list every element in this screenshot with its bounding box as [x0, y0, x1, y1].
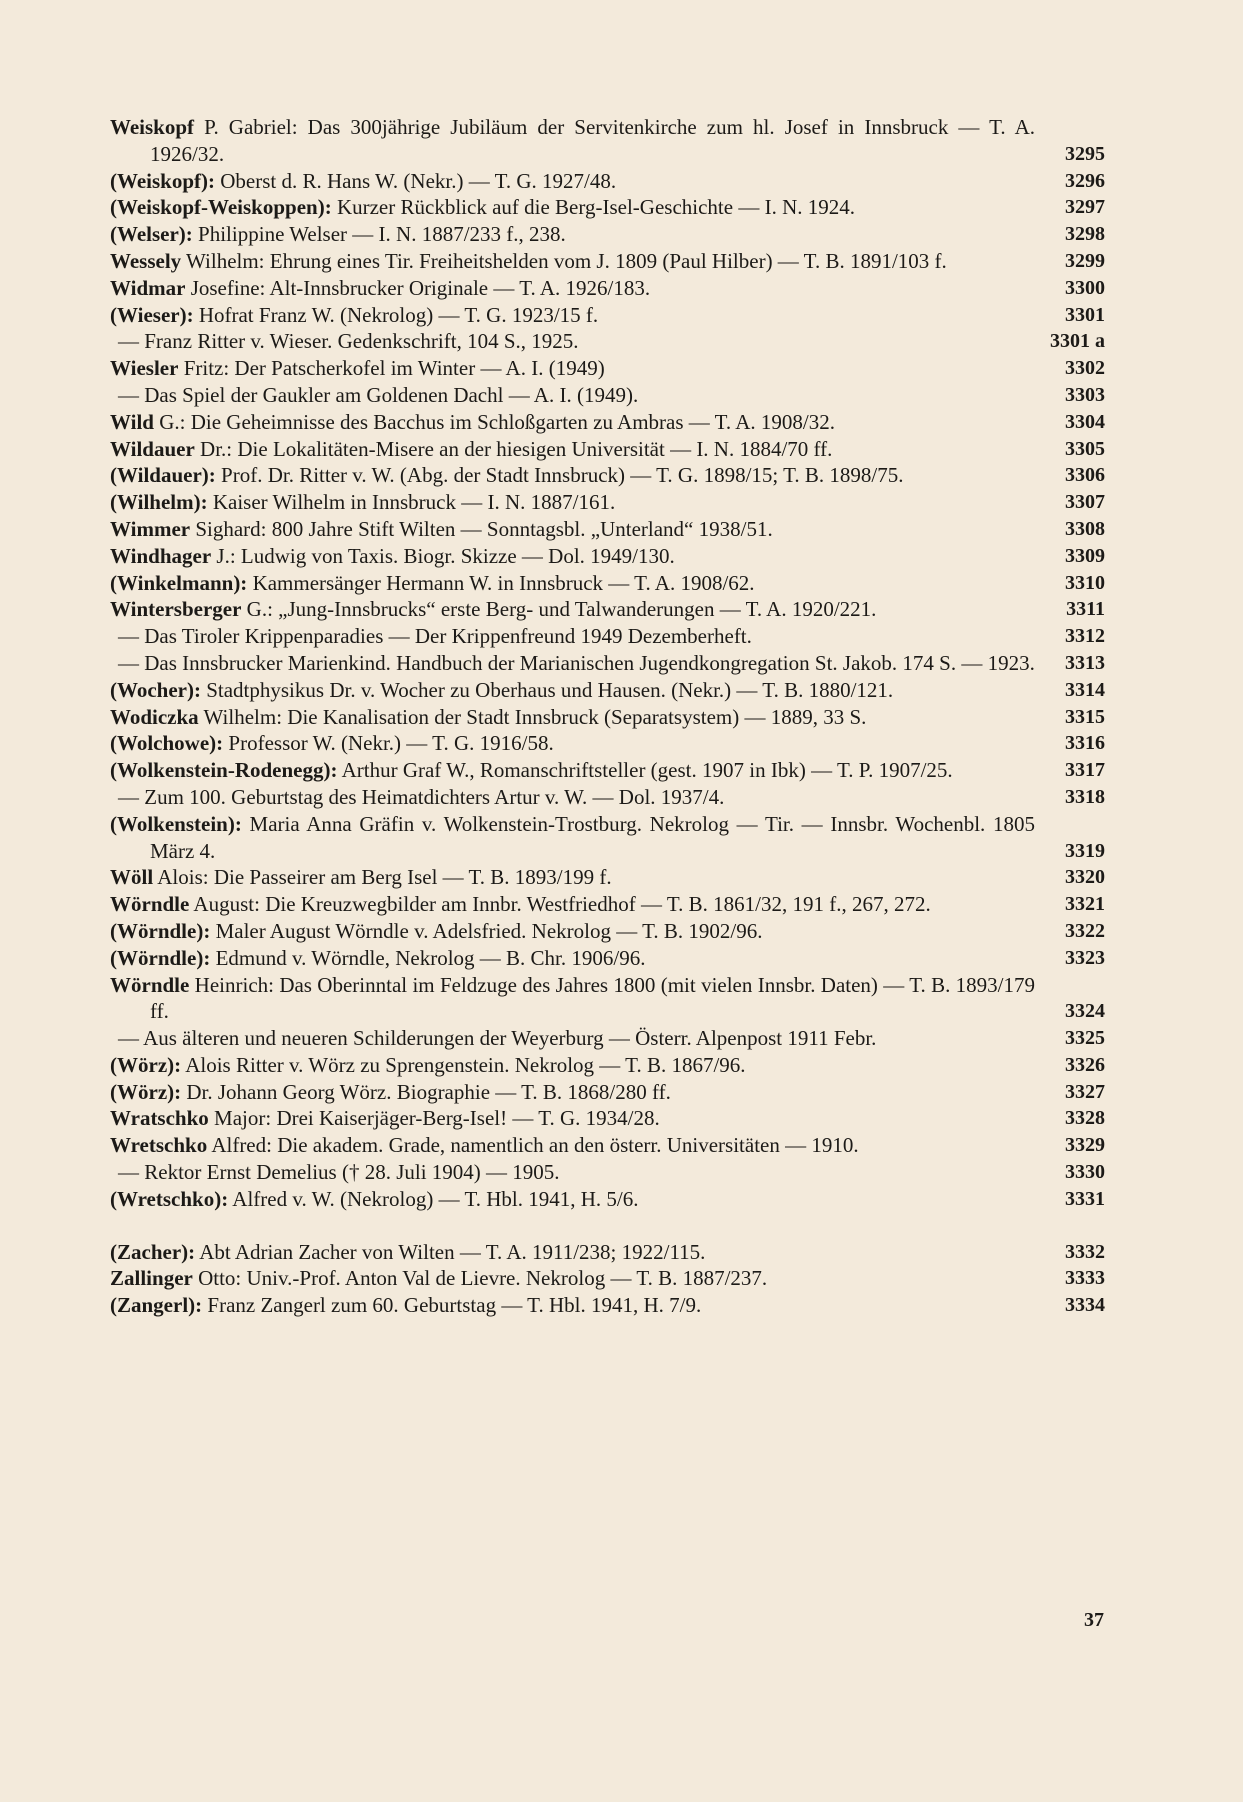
- entry-text: [110, 623, 1035, 650]
- entry-body: Alfred: Die akadem. Grade, namentlich an den österr. Universitäten — 1910.: [207, 1133, 859, 1158]
- entry-text: [110, 1132, 1035, 1159]
- entry-author: (Winkelmann):: [110, 570, 248, 595]
- entry-text: [110, 945, 1035, 972]
- entry-number: 3319: [1065, 839, 1105, 862]
- entry-body: G.: Die Geheimnisse des Bacchus im Schloßgarten zu Ambras — T. A. 1908/32.: [153, 409, 836, 434]
- entry-author: (Wilhelm):: [110, 490, 208, 515]
- entry-number: 3327: [1065, 1080, 1105, 1103]
- bibliography-entry: [110, 1052, 1105, 1079]
- entry-number: 3318: [1065, 785, 1105, 808]
- bibliography-entry: [110, 891, 1105, 918]
- entry-author: Windhager: [110, 543, 212, 568]
- entry-number: 3326: [1065, 1053, 1105, 1076]
- entry-text: [110, 730, 1035, 757]
- entry-text: [110, 114, 1035, 168]
- entry-text: [110, 811, 1035, 865]
- entry-author: Weiskopf: [110, 115, 195, 139]
- entry-text: [110, 355, 1035, 382]
- bibliography-entry: [110, 409, 1105, 436]
- bibliography-entry: [110, 1079, 1105, 1106]
- entry-text: [110, 891, 1035, 918]
- bibliography-entry: [110, 784, 1105, 811]
- section-gap: [110, 1213, 1105, 1239]
- entry-author: (Wörndle):: [110, 945, 211, 970]
- bibliography-entry: [110, 811, 1105, 865]
- bibliography-entry: [110, 1105, 1105, 1132]
- bibliography-entry: [110, 1265, 1105, 1292]
- entry-number: 3301: [1065, 303, 1105, 326]
- entry-author: (Wörz):: [110, 1052, 182, 1077]
- entry-body: Josefine: Alt-Innsbrucker Originale — T. A. 1926/183.: [185, 275, 651, 300]
- entry-author: Wretschko: [110, 1133, 208, 1158]
- entry-body: — Aus älteren und neueren Schilderungen der Weyerburg — Österr. Alpenpost 1911 Febr.: [118, 1026, 877, 1051]
- entry-text: [110, 1292, 1035, 1319]
- entry-author: Wöll: [110, 865, 154, 890]
- entry-text: [110, 409, 1035, 436]
- entry-body: Kammersänger Hermann W. in Innsbruck — T. A. 1908/62.: [247, 570, 755, 595]
- entry-body: — Zum 100. Geburtstag des Heimatdichters Artur v. W. — Dol. 1937/4.: [118, 784, 725, 809]
- bibliography-entry: [110, 1239, 1105, 1266]
- entry-text: [110, 543, 1035, 570]
- entry-number: 3313: [1065, 651, 1105, 674]
- entry-text: [110, 704, 1035, 731]
- entry-author: (Wretschko):: [110, 1186, 229, 1211]
- bibliography-entry: [110, 516, 1105, 543]
- entry-text: [110, 1052, 1035, 1079]
- bibliography-entry: [110, 436, 1105, 463]
- entry-text: [110, 436, 1035, 463]
- bibliography-entry: [110, 302, 1105, 329]
- entry-number: 3322: [1065, 919, 1105, 942]
- entry-number: 3305: [1065, 437, 1105, 460]
- entry-text: [110, 275, 1035, 302]
- entry-body: Prof. Dr. Ritter v. W. (Abg. der Stadt Innsbruck) — T. G. 1898/15; T. B. 1898/75.: [215, 463, 904, 488]
- entry-text: [110, 757, 1035, 784]
- entry-text: [110, 382, 1035, 409]
- entry-author: Wimmer: [110, 516, 191, 541]
- bibliography-entry: [110, 1132, 1105, 1159]
- entry-author: (Wocher):: [110, 677, 201, 702]
- entry-author: Wessely: [110, 248, 182, 273]
- entry-number: 3312: [1065, 625, 1105, 648]
- entry-text: [110, 1265, 1035, 1292]
- bibliography-entry: [110, 114, 1105, 168]
- entry-author: (Welser):: [110, 222, 193, 247]
- entry-author: Wild: [110, 409, 154, 434]
- entry-body: Major: Drei Kaiserjäger-Berg-Isel! — T. G. 1934/28.: [208, 1106, 660, 1131]
- entry-number: 3321: [1065, 893, 1105, 916]
- bibliography-entry: [110, 757, 1105, 784]
- entry-number: 3330: [1065, 1161, 1105, 1184]
- entry-number: 3295: [1065, 142, 1105, 165]
- entry-number: 3307: [1065, 491, 1105, 514]
- bibliography-entry: [110, 623, 1105, 650]
- entry-author: (Weiskopf-Weiskoppen):: [110, 195, 332, 220]
- entry-text: [110, 596, 1035, 623]
- bibliography-entry: [110, 328, 1105, 355]
- entry-body: Arthur Graf W., Romanschriftsteller (gest. 1907 in Ibk) — T. P. 1907/25.: [337, 758, 953, 783]
- bibliography-entry: [110, 194, 1105, 221]
- entry-body: P. Gabriel: Das 300jährige Jubiläum der Servitenkirche zum hl. Josef in Innsbruck — T. A. 1926/32.: [150, 115, 1035, 166]
- entry-number: 3324: [1065, 1000, 1105, 1023]
- entry-body: Alois Ritter v. Wörz zu Sprengenstein. Nekrolog — T. B. 1867/96.: [181, 1052, 746, 1077]
- entry-author: Wratschko: [110, 1106, 209, 1131]
- entry-body: J.: Ludwig von Taxis. Biogr. Skizze — Dol. 1949/130.: [211, 543, 675, 568]
- entry-text: [110, 1159, 1035, 1186]
- entry-body: Professor W. (Nekr.) — T. G. 1916/58.: [223, 731, 554, 756]
- entry-number: 3311: [1066, 598, 1105, 621]
- entry-number: 3316: [1065, 732, 1105, 755]
- entry-body: Maria Anna Gräfin v. Wolkenstein-Trostburg. Nekrolog — Tir. — Innsbr. Wochenbl. 1805 März 4.: [150, 811, 1035, 863]
- entry-text: [110, 864, 1035, 891]
- bibliography-list: [110, 114, 1105, 1319]
- entry-author: Widmar: [110, 275, 186, 300]
- entry-text: [110, 972, 1035, 1026]
- entry-body: Alfred v. W. (Nekrolog) — T. Hbl. 1941, H. 5/6.: [228, 1186, 639, 1211]
- entry-number: 3304: [1065, 410, 1105, 433]
- entry-author: Wildauer: [110, 436, 195, 461]
- bibliography-entry: [110, 864, 1105, 891]
- entry-text: [110, 516, 1035, 543]
- entry-body: — Das Tiroler Krippenparadies — Der Krippenfreund 1949 Dezemberheft.: [118, 624, 752, 649]
- entry-number: 3303: [1065, 383, 1105, 406]
- entry-body: G.: „Jung-Innsbrucks“ erste Berg- und Talwanderungen — T. A. 1920/221.: [241, 597, 877, 622]
- entry-number: 3315: [1065, 705, 1105, 728]
- bibliography-entry: [110, 918, 1105, 945]
- bibliography-entry: [110, 462, 1105, 489]
- entry-body: Heinrich: Das Oberinntal im Feldzuge des Jahres 1800 (mit vielen Innsbr. Daten) — T. B. 1893/179 ff.: [150, 972, 1035, 1024]
- entry-author: (Weiskopf):: [110, 168, 215, 193]
- entry-author: (Wörndle):: [110, 918, 211, 943]
- entry-author: (Zangerl):: [110, 1293, 203, 1318]
- entry-body: Dr.: Die Lokalitäten-Misere an der hiesigen Universität — I. N. 1884/70 ff.: [194, 436, 833, 461]
- bibliography-entry: [110, 382, 1105, 409]
- entry-text: [110, 194, 1035, 221]
- entry-number: 3331: [1065, 1187, 1105, 1210]
- entry-text: [110, 1025, 1035, 1052]
- bibliography-entry: [110, 1186, 1105, 1213]
- entry-body: Oberst d. R. Hans W. (Nekr.) — T. G. 1927/48.: [215, 168, 617, 193]
- entry-body: Dr. Johann Georg Wörz. Biographie — T. B. 1868/280 ff.: [181, 1079, 671, 1104]
- entry-text: [110, 1186, 1035, 1213]
- entry-body: Otto: Univ.-Prof. Anton Val de Lievre. Nekrolog — T. B. 1887/237.: [192, 1266, 768, 1291]
- entry-text: [110, 221, 1035, 248]
- entry-text: [110, 1239, 1035, 1266]
- bibliography-entry: [110, 704, 1105, 731]
- page-number: 37: [1084, 1609, 1104, 1631]
- entry-text: [110, 918, 1035, 945]
- entry-body: Alois: Die Passeirer am Berg Isel — T. B. 1893/199 f.: [153, 865, 612, 890]
- entry-body: — Das Innsbrucker Marienkind. Handbuch der Marianischen Jugendkongregation St. Jakob. 174 S. — 1923.: [118, 650, 1035, 675]
- entry-body: — Rektor Ernst Demelius († 28. Juli 1904) — 1905.: [118, 1160, 560, 1185]
- bibliography-entry: [110, 543, 1105, 570]
- entry-author: (Wildauer):: [110, 463, 216, 488]
- entry-number: 3296: [1065, 169, 1105, 192]
- entry-body: Hofrat Franz W. (Nekrolog) — T. G. 1923/15 f.: [193, 302, 599, 327]
- entry-body: August: Die Kreuzwegbilder am Innbr. Westfriedhof — T. B. 1861/32, 191 f., 267, 272.: [189, 892, 931, 917]
- bibliography-entry: [110, 596, 1105, 623]
- bibliography-entry: [110, 650, 1105, 677]
- entry-text: [110, 248, 1035, 275]
- entry-number: 3301 a: [1050, 330, 1105, 353]
- entry-text: [110, 784, 1035, 811]
- entry-number: 3325: [1065, 1027, 1105, 1050]
- bibliography-entry: [110, 972, 1105, 1026]
- entry-author: (Wolkenstein-Rodenegg):: [110, 758, 338, 783]
- entry-number: 3323: [1065, 946, 1105, 969]
- entry-number: 3302: [1065, 357, 1105, 380]
- entry-number: 3333: [1065, 1267, 1105, 1290]
- entry-text: [110, 302, 1035, 329]
- entry-author: (Wolkenstein):: [110, 811, 242, 836]
- bibliography-entry: [110, 275, 1105, 302]
- entry-author: Wodiczka: [110, 704, 199, 729]
- entry-author: Wiesler: [110, 356, 179, 381]
- bibliography-entry: [110, 221, 1105, 248]
- entry-number: 3329: [1065, 1134, 1105, 1157]
- entry-author: (Wörz):: [110, 1079, 182, 1104]
- entry-number: 3320: [1065, 866, 1105, 889]
- entry-body: Philippine Welser — I. N. 1887/233 f., 238.: [192, 222, 566, 247]
- bibliography-entry: [110, 1159, 1105, 1186]
- entry-body: Franz Zangerl zum 60. Geburtstag — T. Hbl. 1941, H. 7/9.: [202, 1293, 702, 1318]
- bibliography-entry: [110, 945, 1105, 972]
- bibliography-entry: [110, 677, 1105, 704]
- entry-body: — Das Spiel der Gaukler am Goldenen Dachl — A. I. (1949).: [118, 382, 639, 407]
- entry-body: Kaiser Wilhelm in Innsbruck — I. N. 1887/161.: [207, 490, 616, 515]
- bibliography-entry: [110, 489, 1105, 516]
- entry-body: Abt Adrian Zacher von Wilten — T. A. 1911/238; 1922/115.: [195, 1239, 706, 1264]
- entry-body: Stadtphysikus Dr. v. Wocher zu Oberhaus und Hausen. (Nekr.) — T. B. 1880/121.: [200, 677, 894, 702]
- bibliography-entry: [110, 1292, 1105, 1319]
- entry-number: 3300: [1065, 276, 1105, 299]
- bibliography-entry: [110, 730, 1105, 757]
- entry-number: 3306: [1065, 464, 1105, 487]
- entry-body: Kurzer Rückblick auf die Berg-Isel-Geschichte — I. N. 1924.: [331, 195, 855, 220]
- entry-number: 3309: [1065, 544, 1105, 567]
- entry-body: Edmund v. Wörndle, Nekrolog — B. Chr. 1906/96.: [210, 945, 646, 970]
- bibliography-entry: [110, 355, 1105, 382]
- entry-text: [110, 1105, 1035, 1132]
- entry-number: 3314: [1065, 678, 1105, 701]
- entry-number: 3297: [1065, 196, 1105, 219]
- entry-body: Wilhelm: Ehrung eines Tir. Freiheitshelden vom J. 1809 (Paul Hilber) — T. B. 1891/103 f.: [181, 248, 947, 273]
- entry-author: Wörndle: [110, 892, 190, 917]
- bibliography-entry: [110, 248, 1105, 275]
- entry-text: [110, 570, 1035, 597]
- entry-author: Wörndle: [110, 972, 190, 997]
- entry-body: Maler August Wörndle v. Adelsfried. Nekrolog — T. B. 1902/96.: [210, 918, 763, 943]
- entry-author: (Wieser):: [110, 302, 194, 327]
- entry-number: 3328: [1065, 1107, 1105, 1130]
- entry-body: Fritz: Der Patscherkofel im Winter — A. I. (1949): [178, 356, 605, 381]
- entry-text: [110, 677, 1035, 704]
- entry-number: 3334: [1065, 1294, 1105, 1317]
- entry-number: 3308: [1065, 517, 1105, 540]
- entry-author: (Zacher):: [110, 1239, 196, 1264]
- bibliography-entry: [110, 168, 1105, 195]
- bibliography-entry: [110, 570, 1105, 597]
- entry-text: [110, 650, 1035, 677]
- entry-author: Wintersberger: [110, 597, 242, 622]
- entry-text: [110, 1079, 1035, 1106]
- entry-number: 3332: [1065, 1240, 1105, 1263]
- bibliography-entry: [110, 1025, 1105, 1052]
- entry-author: (Wolchowe):: [110, 731, 224, 756]
- entry-number: 3317: [1065, 759, 1105, 782]
- entry-text: [110, 328, 1035, 355]
- entry-number: 3298: [1065, 223, 1105, 246]
- entry-text: [110, 489, 1035, 516]
- entry-number: 3299: [1065, 249, 1105, 272]
- entry-body: Sighard: 800 Jahre Stift Wilten — Sonntagsbl. „Unterland“ 1938/51.: [190, 516, 773, 541]
- entry-body: Wilhelm: Die Kanalisation der Stadt Innsbruck (Separatsystem) — 1889, 33 S.: [198, 704, 867, 729]
- entry-number: 3310: [1065, 571, 1105, 594]
- entry-body: — Franz Ritter v. Wieser. Gedenkschrift, 104 S., 1925.: [118, 329, 579, 354]
- entry-author: Zallinger: [110, 1266, 193, 1291]
- entry-text: [110, 168, 1035, 195]
- entry-text: [110, 462, 1035, 489]
